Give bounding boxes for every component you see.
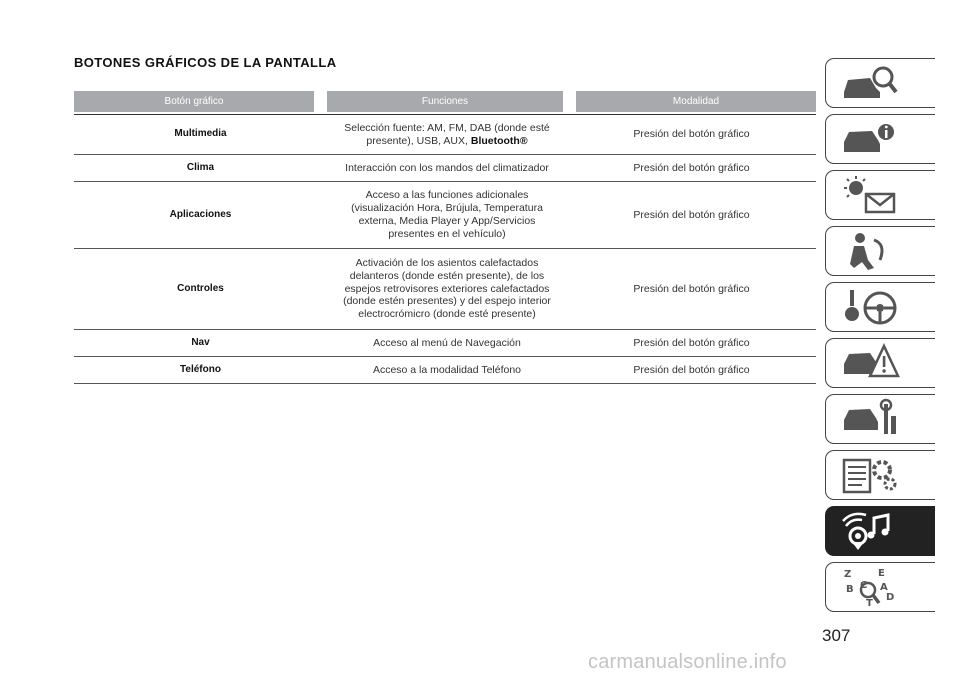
row-mode: Presión del botón gráfico: [633, 208, 750, 221]
technical-data-icon: [840, 454, 900, 496]
section-title: BOTONES GRÁFICOS DE LA PANTALLA: [74, 55, 337, 70]
steering-wheel-key-icon: [840, 286, 900, 328]
row-button-name: Clima: [186, 161, 215, 173]
row-function: Acceso a la modalidad Teléfono: [372, 363, 522, 376]
row-button-name: Nav: [191, 336, 210, 348]
svg-text:D: D: [886, 592, 895, 603]
tab-starting-driving[interactable]: [825, 282, 935, 332]
header-graphic-button: Botón gráfico: [74, 91, 314, 112]
svg-text:E: E: [878, 568, 885, 579]
tab-warning-lights[interactable]: [825, 170, 935, 220]
tab-emergency[interactable]: [825, 338, 935, 388]
table-row: [74, 330, 816, 357]
watermark: carmanualsonline.info: [588, 651, 787, 673]
table-header: [74, 91, 816, 112]
row-button-name: Teléfono: [180, 363, 221, 375]
table-row: [74, 182, 816, 249]
tab-safety[interactable]: [825, 226, 935, 276]
row-function: Acceso al menú de Navegación: [373, 336, 521, 349]
row-mode: Presión del botón gráfico: [633, 161, 750, 174]
row-function: Selección fuente: AM, FM, DAB (donde esté presente), USB, AUX, Bluetooth®: [344, 121, 550, 147]
table-row: [74, 357, 816, 384]
alphabetical-index-icon: [840, 566, 900, 608]
car-info-icon: [840, 118, 900, 160]
tab-index[interactable]: [825, 562, 935, 612]
table-row: [74, 249, 816, 330]
tab-car-info[interactable]: [825, 114, 935, 164]
row-function-bold: Bluetooth®: [470, 134, 528, 147]
tab-car-search[interactable]: [825, 58, 935, 108]
tab-technical-data[interactable]: [825, 450, 935, 500]
tab-multimedia[interactable]: [825, 506, 935, 556]
header-functions: Funciones: [327, 91, 563, 112]
warning-light-message-icon: [840, 174, 900, 216]
airbag-safety-icon: [840, 230, 900, 272]
row-function: Interacción con los mandos del climatizador: [345, 161, 549, 174]
row-button-name: Aplicaciones: [169, 208, 232, 220]
header-mode: Modalidad: [576, 91, 816, 112]
row-mode: Presión del botón gráfico: [633, 282, 750, 295]
row-mode: Presión del botón gráfico: [633, 128, 750, 141]
row-function: Acceso a las funciones adicionales (visualización Hora, Brújula, Temperatura externa, Media Player y App/Servicios presentes en el vehículo): [351, 189, 543, 240]
svg-text:Z: Z: [844, 569, 852, 580]
page-number: 307: [822, 626, 851, 645]
row-button-name: Multimedia: [174, 128, 227, 140]
table-row: [74, 115, 816, 155]
multimedia-music-icon: [840, 510, 900, 552]
row-mode: Presión del botón gráfico: [633, 363, 750, 376]
svg-text:B: B: [846, 584, 854, 595]
tab-maintenance[interactable]: [825, 394, 935, 444]
car-emergency-icon: [840, 342, 900, 384]
buttons-table: [74, 91, 816, 384]
svg-text:A: A: [880, 582, 888, 593]
row-function: Activación de los asientos calefactados delanteros (donde estén presente), de los espejos retrovisores exteriores calefactados (donde estén presentes) y del espejo interior electrocrómicro (donde esté presente): [343, 257, 551, 321]
row-button-name: Controles: [177, 282, 224, 294]
table-row: [74, 155, 816, 182]
svg-text:T: T: [866, 598, 873, 608]
car-search-icon: [840, 62, 900, 104]
car-maintenance-icon: [840, 398, 900, 440]
svg-text:C: C: [860, 580, 868, 591]
row-mode: Presión del botón gráfico: [633, 336, 750, 349]
